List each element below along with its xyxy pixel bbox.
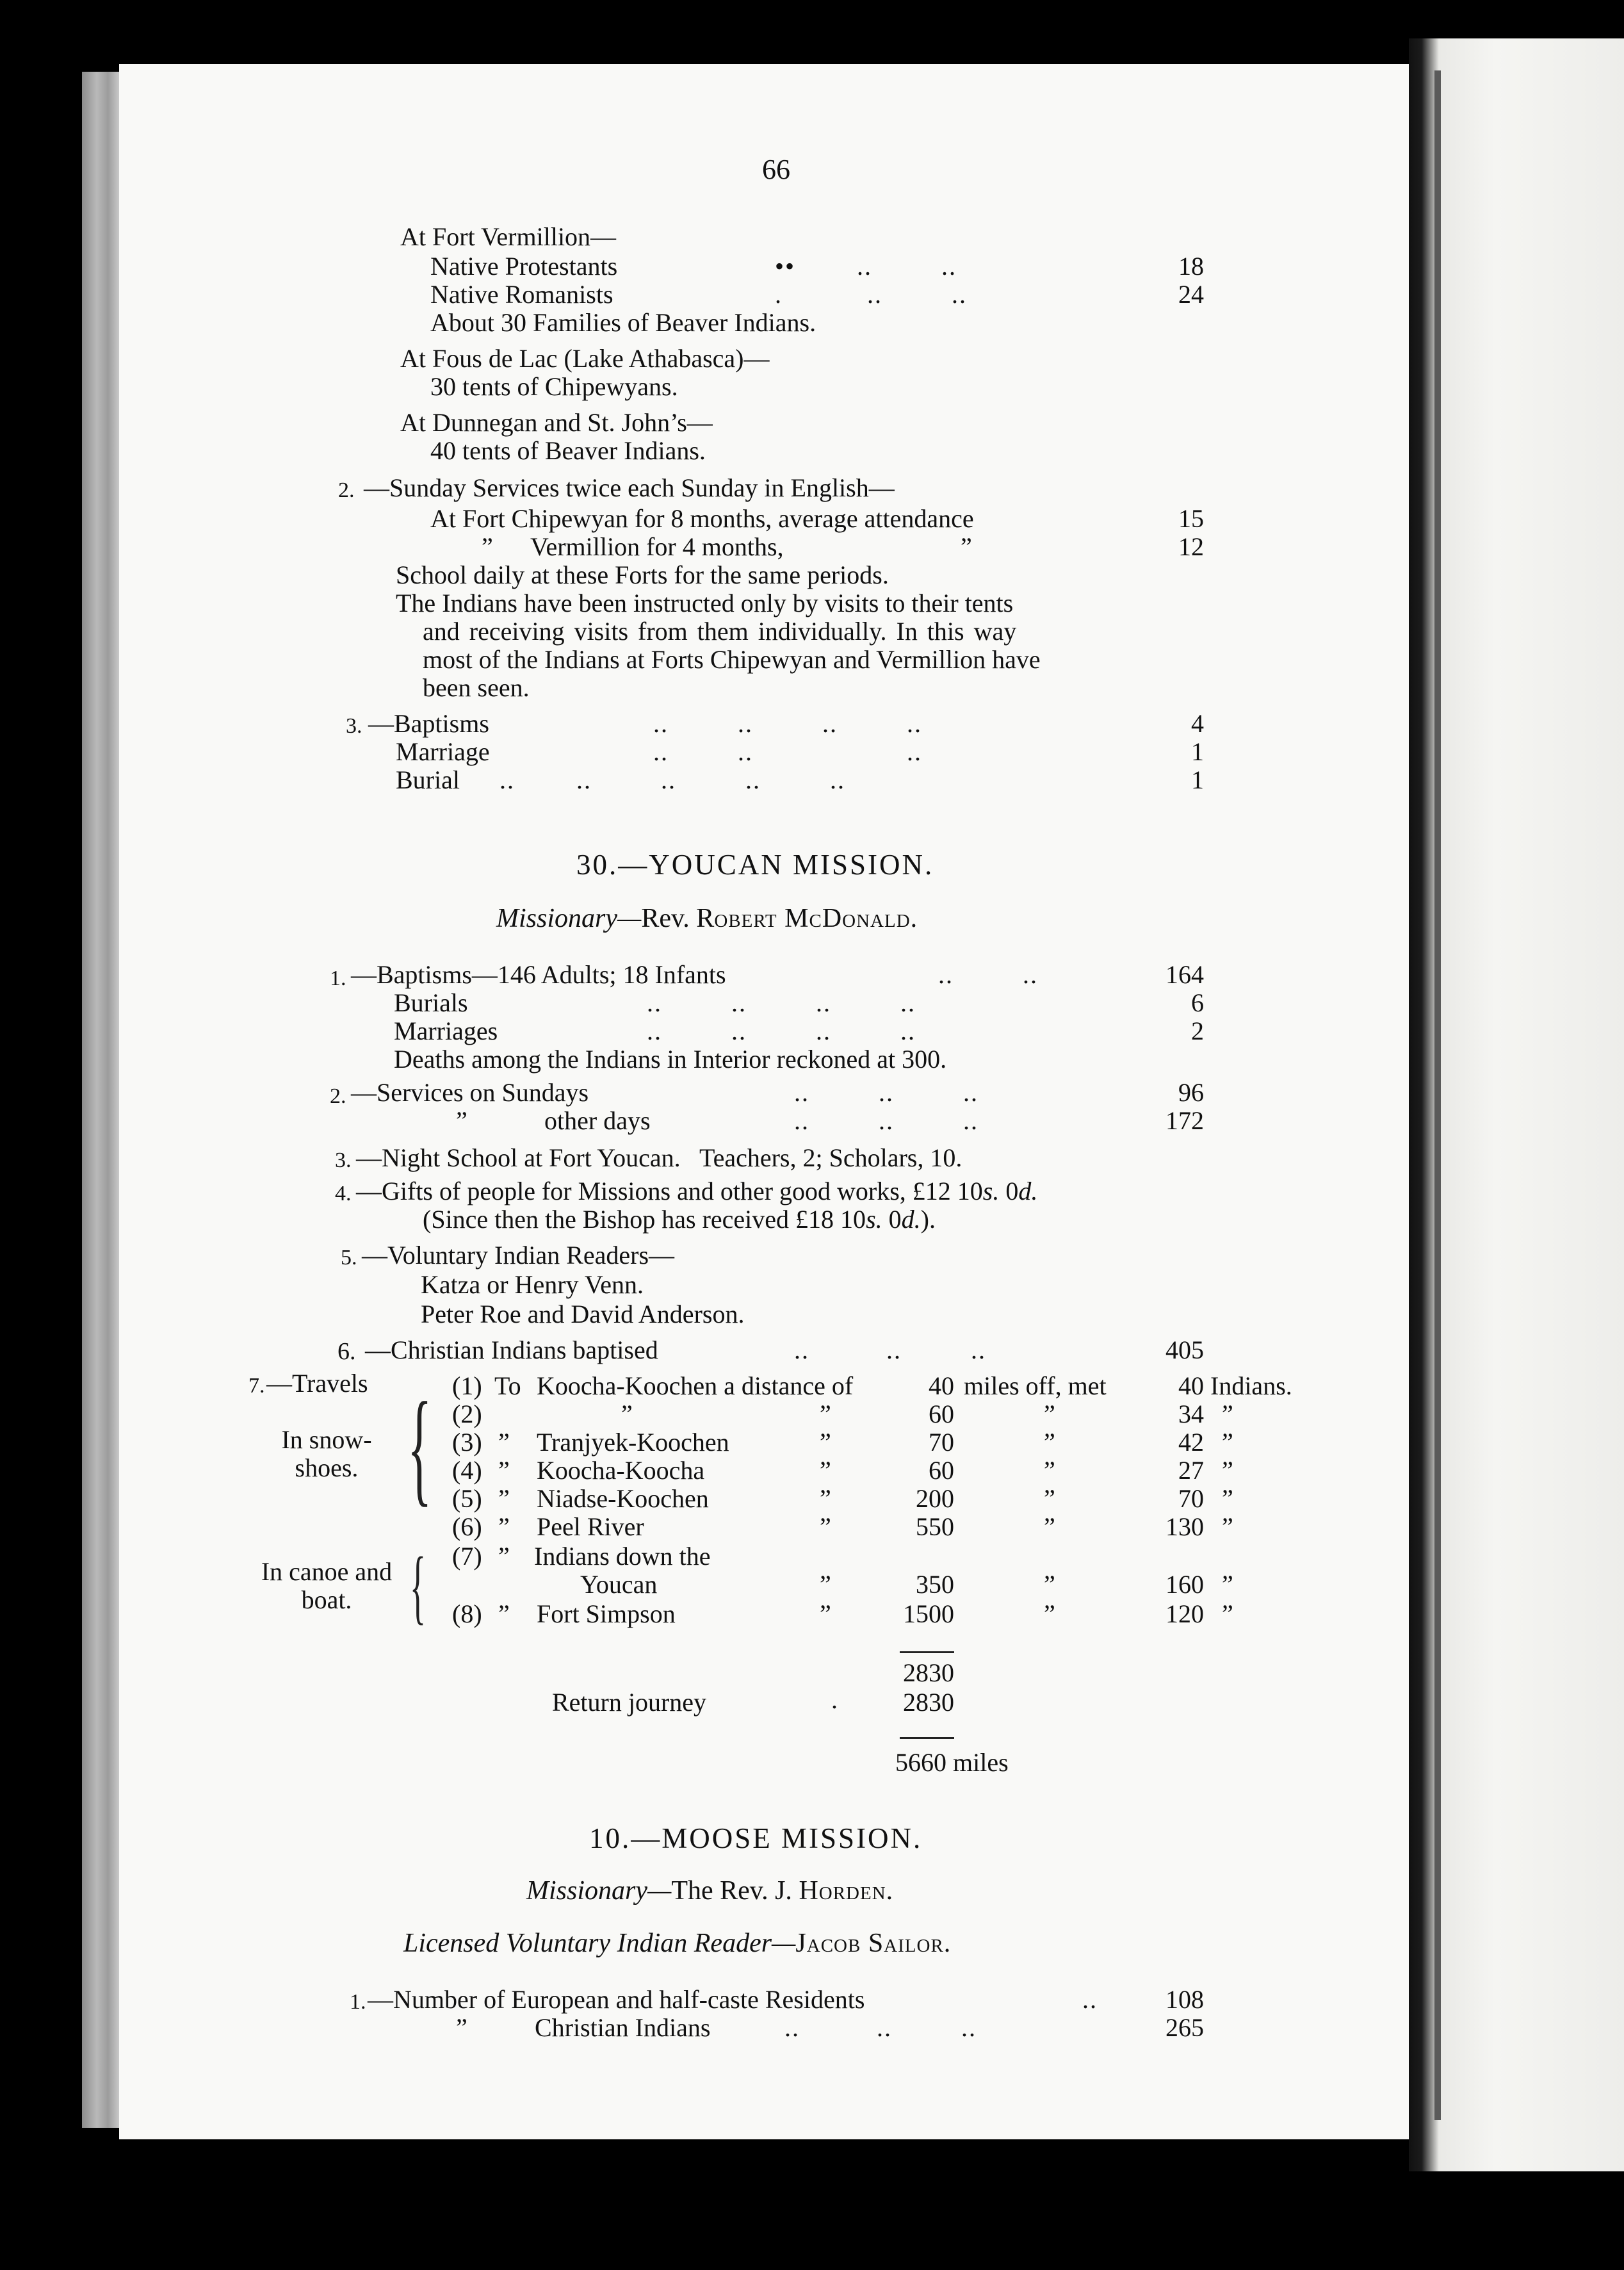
gifts-pence: 0 bbox=[999, 1177, 1019, 1205]
ditto-mark: ” bbox=[1222, 1456, 1233, 1485]
leader-dots: .. .. .. bbox=[784, 2013, 977, 2042]
youcan-marriages-label: Marriages bbox=[394, 1017, 498, 1045]
ditto-mark: ” bbox=[820, 1456, 831, 1485]
ditto-mark: ” bbox=[1044, 1599, 1055, 1628]
travel-place: Indians down the bbox=[534, 1542, 711, 1571]
ditto-mark: ” bbox=[1044, 1570, 1055, 1599]
dunnegan-heading: At Dunnegan and St. John’s— bbox=[400, 408, 713, 437]
section-number: 1. bbox=[330, 967, 346, 990]
return-journey-label: Return journey bbox=[552, 1688, 707, 1717]
travel-row-no: (6) bbox=[452, 1512, 482, 1541]
reader-label: Licensed Voluntary Indian Reader— bbox=[403, 1929, 796, 1958]
ditto-mark: ” bbox=[820, 1512, 831, 1541]
section-number: 7. bbox=[248, 1374, 265, 1398]
page-number: 66 bbox=[762, 154, 790, 185]
pence-abbr: d. bbox=[901, 1205, 921, 1234]
page-edge-shadow bbox=[82, 72, 119, 2128]
sum-rule bbox=[900, 1651, 954, 1653]
leader-dots: .. .. .. bbox=[653, 737, 922, 766]
travel-row-no: (4) bbox=[452, 1456, 482, 1485]
beaver-families-note: About 30 Families of Beaver Indians. bbox=[430, 308, 816, 337]
ditto-mark: ” bbox=[1222, 1512, 1233, 1541]
fort-chipewyan-attendance-value: 15 bbox=[1178, 504, 1204, 533]
travel-place: Koocha-Koochen a distance of bbox=[537, 1371, 854, 1400]
leader-dots: .. .. .. bbox=[794, 1078, 978, 1107]
licensed-reader-line bbox=[403, 1929, 951, 1957]
voluntary-readers-heading: —Voluntary Indian Readers— bbox=[362, 1241, 675, 1270]
travel-place: Fort Simpson bbox=[537, 1599, 676, 1628]
youcan-burials-label: Burials bbox=[394, 988, 468, 1017]
travel-miles: 70 bbox=[929, 1428, 954, 1457]
leader-dots: .. .. .. bbox=[794, 1106, 978, 1135]
section-number: 1. bbox=[350, 1990, 366, 2014]
travel-miles: 1500 bbox=[903, 1599, 954, 1628]
gifts-text: —Gifts of people for Missions and other good works, £12 10 bbox=[356, 1177, 983, 1205]
paren-close: ). bbox=[920, 1205, 936, 1234]
ditto-mark: ” bbox=[498, 1428, 510, 1457]
youcan-burials-value: 6 bbox=[1191, 988, 1204, 1017]
travel-row-no: (7) bbox=[452, 1542, 482, 1571]
brace-canoe: { bbox=[410, 1540, 426, 1633]
leader-dots: •• .. .. bbox=[775, 252, 957, 281]
leader-dots: .. .. bbox=[938, 960, 1038, 989]
christian-indians-value: 265 bbox=[1165, 2013, 1204, 2042]
group-label-canoe: In canoe and bbox=[261, 1557, 393, 1586]
section-number: 2. bbox=[338, 478, 355, 502]
ditto-mark: ” bbox=[498, 1599, 510, 1628]
brace-snowshoes: { bbox=[407, 1376, 432, 1518]
fous-de-lac-heading: At Fous de Lac (Lake Athabasca)— bbox=[400, 344, 770, 373]
group-label-snowshoes: In snow- bbox=[281, 1425, 372, 1454]
deaths-note: Deaths among the Indians in Interior reckoned at 300. bbox=[394, 1045, 947, 1074]
native-romanists-value: 24 bbox=[1178, 280, 1204, 309]
leader-dots: .. .. .. .. .. bbox=[499, 765, 845, 794]
leader-dots: .. .. .. .. bbox=[653, 709, 922, 738]
travel-indians: 120 bbox=[1165, 1599, 1204, 1628]
fort-chipewyan-attendance-label: At Fort Chipewyan for 8 months, average attendance bbox=[430, 504, 974, 533]
reader-name: Peter Roe and David Anderson. bbox=[421, 1300, 745, 1328]
subtotal-miles: 2830 bbox=[903, 1658, 954, 1687]
travel-indians: 70 bbox=[1178, 1484, 1204, 1513]
moose-mission-title bbox=[589, 1824, 922, 1852]
ditto-mark: ” bbox=[1044, 1484, 1055, 1513]
ditto-mark: ” bbox=[498, 1542, 510, 1571]
youcan-missionary-line bbox=[496, 904, 918, 933]
burial-label: Burial bbox=[396, 765, 460, 794]
christian-indians-baptised-label: —Christian Indians baptised bbox=[365, 1335, 658, 1364]
vermillion-attendance-value: 12 bbox=[1178, 532, 1204, 561]
travel-indians: 160 bbox=[1165, 1570, 1204, 1599]
travel-place: Youcan bbox=[580, 1570, 658, 1599]
moose-missionary-line bbox=[526, 1877, 893, 1905]
missionary-label: Missionary— bbox=[496, 904, 642, 933]
youcan-baptisms-label: —Baptisms—146 Adults; 18 Infants bbox=[351, 960, 726, 989]
mission-number: 10. bbox=[589, 1822, 631, 1854]
christian-indians-label: Christian Indians bbox=[535, 2013, 711, 2042]
total-miles: 5660 miles bbox=[895, 1748, 1009, 1777]
ditto-mark: ” bbox=[1044, 1428, 1055, 1457]
ditto-mark: ” bbox=[1222, 1428, 1233, 1457]
missionary-name-smallcaps: obert McDonald. bbox=[714, 904, 918, 933]
missionary-name-smallcaps: Horden. bbox=[799, 1876, 894, 1906]
ditto-mark: ” bbox=[498, 1512, 510, 1541]
section-number: 3. bbox=[346, 714, 362, 738]
travel-miles: 200 bbox=[916, 1484, 954, 1513]
section-number: 2. bbox=[330, 1084, 346, 1108]
vermillion-attendance-label: Vermillion for 4 months, bbox=[530, 532, 784, 561]
ditto-mark: ” bbox=[456, 1106, 467, 1135]
leader-dots: .. .. .. .. bbox=[647, 1017, 916, 1045]
travel-indians: 42 bbox=[1178, 1428, 1204, 1457]
facing-page-edge bbox=[1409, 38, 1624, 2171]
bishop-received-line bbox=[423, 1205, 936, 1234]
reader-name-smallcaps: Jacob Sailor. bbox=[795, 1929, 952, 1958]
marriage-value: 1 bbox=[1191, 737, 1204, 766]
travel-indians: 27 bbox=[1178, 1456, 1204, 1485]
sunday-services-heading: —Sunday Services twice each Sunday in English— bbox=[364, 473, 895, 502]
travel-unit: miles off, met bbox=[964, 1371, 1107, 1400]
ditto-mark: ” bbox=[1222, 1400, 1233, 1428]
travel-place: Tranjyek-Koochen bbox=[537, 1428, 729, 1457]
native-protestants-label: Native Protestants bbox=[430, 252, 618, 281]
travel-to: To bbox=[494, 1371, 521, 1400]
travel-miles: 60 bbox=[929, 1400, 954, 1428]
section-number: 4. bbox=[335, 1182, 352, 1205]
ditto-mark: ” bbox=[1222, 1599, 1233, 1628]
native-protestants-value: 18 bbox=[1178, 252, 1204, 281]
youcan-marriages-value: 2 bbox=[1191, 1017, 1204, 1045]
travel-row-no: (1) bbox=[452, 1371, 482, 1400]
services-sundays-value: 96 bbox=[1178, 1078, 1204, 1107]
leader-dots: . bbox=[831, 1685, 838, 1714]
ditto-mark: ” bbox=[1044, 1400, 1055, 1428]
beaver-tents-line: 40 tents of Beaver Indians. bbox=[430, 436, 706, 465]
travel-miles: 550 bbox=[916, 1512, 954, 1541]
travel-miles: 350 bbox=[916, 1570, 954, 1599]
mission-title-text: —YOUCAN MISSION. bbox=[618, 849, 934, 881]
fort-vermillion-heading: At Fort Vermillion— bbox=[400, 222, 617, 251]
ditto-mark: ” bbox=[961, 532, 972, 561]
bishop-pence: 0 bbox=[882, 1205, 902, 1234]
missionary-label: Missionary— bbox=[526, 1876, 672, 1906]
travel-indians: 40 bbox=[1178, 1371, 1204, 1400]
travel-miles: 40 bbox=[929, 1371, 954, 1400]
european-residents-value: 108 bbox=[1165, 1985, 1204, 2014]
ditto-mark: ” bbox=[482, 532, 493, 561]
section-number: 5. bbox=[341, 1246, 357, 1270]
section-number: 6. bbox=[337, 1338, 356, 1365]
travel-indians: 130 bbox=[1165, 1512, 1204, 1541]
european-residents-label: —Number of European and half-caste Residents bbox=[368, 1985, 865, 2014]
mission-title-text: —MOOSE MISSION. bbox=[631, 1822, 923, 1854]
ditto-mark: ” bbox=[820, 1570, 831, 1599]
leader-dots: .. .. .. bbox=[794, 1335, 986, 1364]
burial-value: 1 bbox=[1191, 765, 1204, 794]
leader-dots: . .. .. bbox=[775, 280, 967, 309]
services-other-days-value: 172 bbox=[1165, 1106, 1204, 1135]
services-sundays-label: —Services on Sundays bbox=[351, 1078, 589, 1107]
native-romanists-label: Native Romanists bbox=[430, 280, 613, 309]
school-note: School daily at these Forts for the same periods. bbox=[396, 560, 889, 589]
ditto-mark: ” bbox=[1044, 1512, 1055, 1541]
sum-rule bbox=[900, 1737, 954, 1739]
travel-end: Indians. bbox=[1210, 1371, 1292, 1400]
youcan-mission-title bbox=[576, 851, 934, 879]
youcan-baptisms-value: 164 bbox=[1165, 960, 1204, 989]
ditto-mark: ” bbox=[820, 1428, 831, 1457]
bishop-text: (Since then the Bishop has received £18 10 bbox=[423, 1205, 866, 1234]
travel-place: Koocha-Koocha bbox=[537, 1456, 705, 1485]
travel-place: Peel River bbox=[537, 1512, 644, 1541]
travels-label: —Travels bbox=[266, 1369, 368, 1398]
group-label-canoe: boat. bbox=[301, 1585, 352, 1614]
paragraph-line: been seen. bbox=[423, 673, 530, 702]
return-journey-miles: 2830 bbox=[903, 1688, 954, 1717]
ditto-mark: ” bbox=[1044, 1456, 1055, 1485]
ditto-mark: ” bbox=[1222, 1484, 1233, 1513]
marriage-label: Marriage bbox=[396, 737, 490, 766]
shillings-abbr: s. bbox=[982, 1177, 1000, 1205]
ditto-mark: ” bbox=[498, 1456, 510, 1485]
travel-row-no: (5) bbox=[452, 1484, 482, 1513]
missionary-name: The Rev. J. bbox=[671, 1876, 799, 1906]
shillings-abbr: s. bbox=[866, 1205, 882, 1234]
ditto-mark: ” bbox=[820, 1484, 831, 1513]
ditto-mark: ” bbox=[621, 1400, 633, 1428]
pence-abbr: d. bbox=[1018, 1177, 1038, 1205]
gifts-line bbox=[356, 1177, 1037, 1205]
binding-crease bbox=[1434, 70, 1441, 2120]
group-label-snowshoes: shoes. bbox=[295, 1453, 359, 1482]
ditto-mark: ” bbox=[456, 2013, 467, 2042]
travel-row-no: (8) bbox=[452, 1599, 482, 1628]
ditto-mark: ” bbox=[820, 1599, 831, 1628]
missionary-name: Rev. R bbox=[641, 904, 715, 933]
christian-indians-baptised-value: 405 bbox=[1165, 1335, 1204, 1364]
paragraph-line: most of the Indians at Forts Chipewyan and Vermillion have bbox=[423, 645, 1041, 674]
paragraph-line: and receiving visits from them individually. In this way bbox=[423, 617, 1017, 646]
baptisms-value: 4 bbox=[1191, 709, 1204, 738]
ditto-mark: ” bbox=[820, 1400, 831, 1428]
travel-indians: 34 bbox=[1178, 1400, 1204, 1428]
section-number: 3. bbox=[335, 1148, 352, 1172]
baptisms-label: —Baptisms bbox=[368, 709, 489, 738]
travel-row-no: (2) bbox=[452, 1400, 482, 1428]
travel-row-no: (3) bbox=[452, 1428, 482, 1457]
services-other-days-label: other days bbox=[544, 1106, 651, 1135]
mission-number: 30. bbox=[576, 849, 619, 881]
reader-name: Katza or Henry Venn. bbox=[421, 1270, 644, 1299]
ditto-mark: ” bbox=[498, 1484, 510, 1513]
paragraph-line: The Indians have been instructed only by visits to their tents bbox=[396, 589, 1014, 617]
travel-miles: 60 bbox=[929, 1456, 954, 1485]
chipewyan-tents-line: 30 tents of Chipewyans. bbox=[430, 372, 678, 401]
leader-dots: .. .. .. .. bbox=[647, 988, 916, 1017]
ditto-mark: ” bbox=[1222, 1570, 1233, 1599]
night-school-line: —Night School at Fort Youcan. Teachers, 2; Scholars, 10. bbox=[356, 1143, 962, 1172]
travel-place: Niadse-Koochen bbox=[537, 1484, 709, 1513]
leader-dots: .. bbox=[1082, 1985, 1098, 2014]
